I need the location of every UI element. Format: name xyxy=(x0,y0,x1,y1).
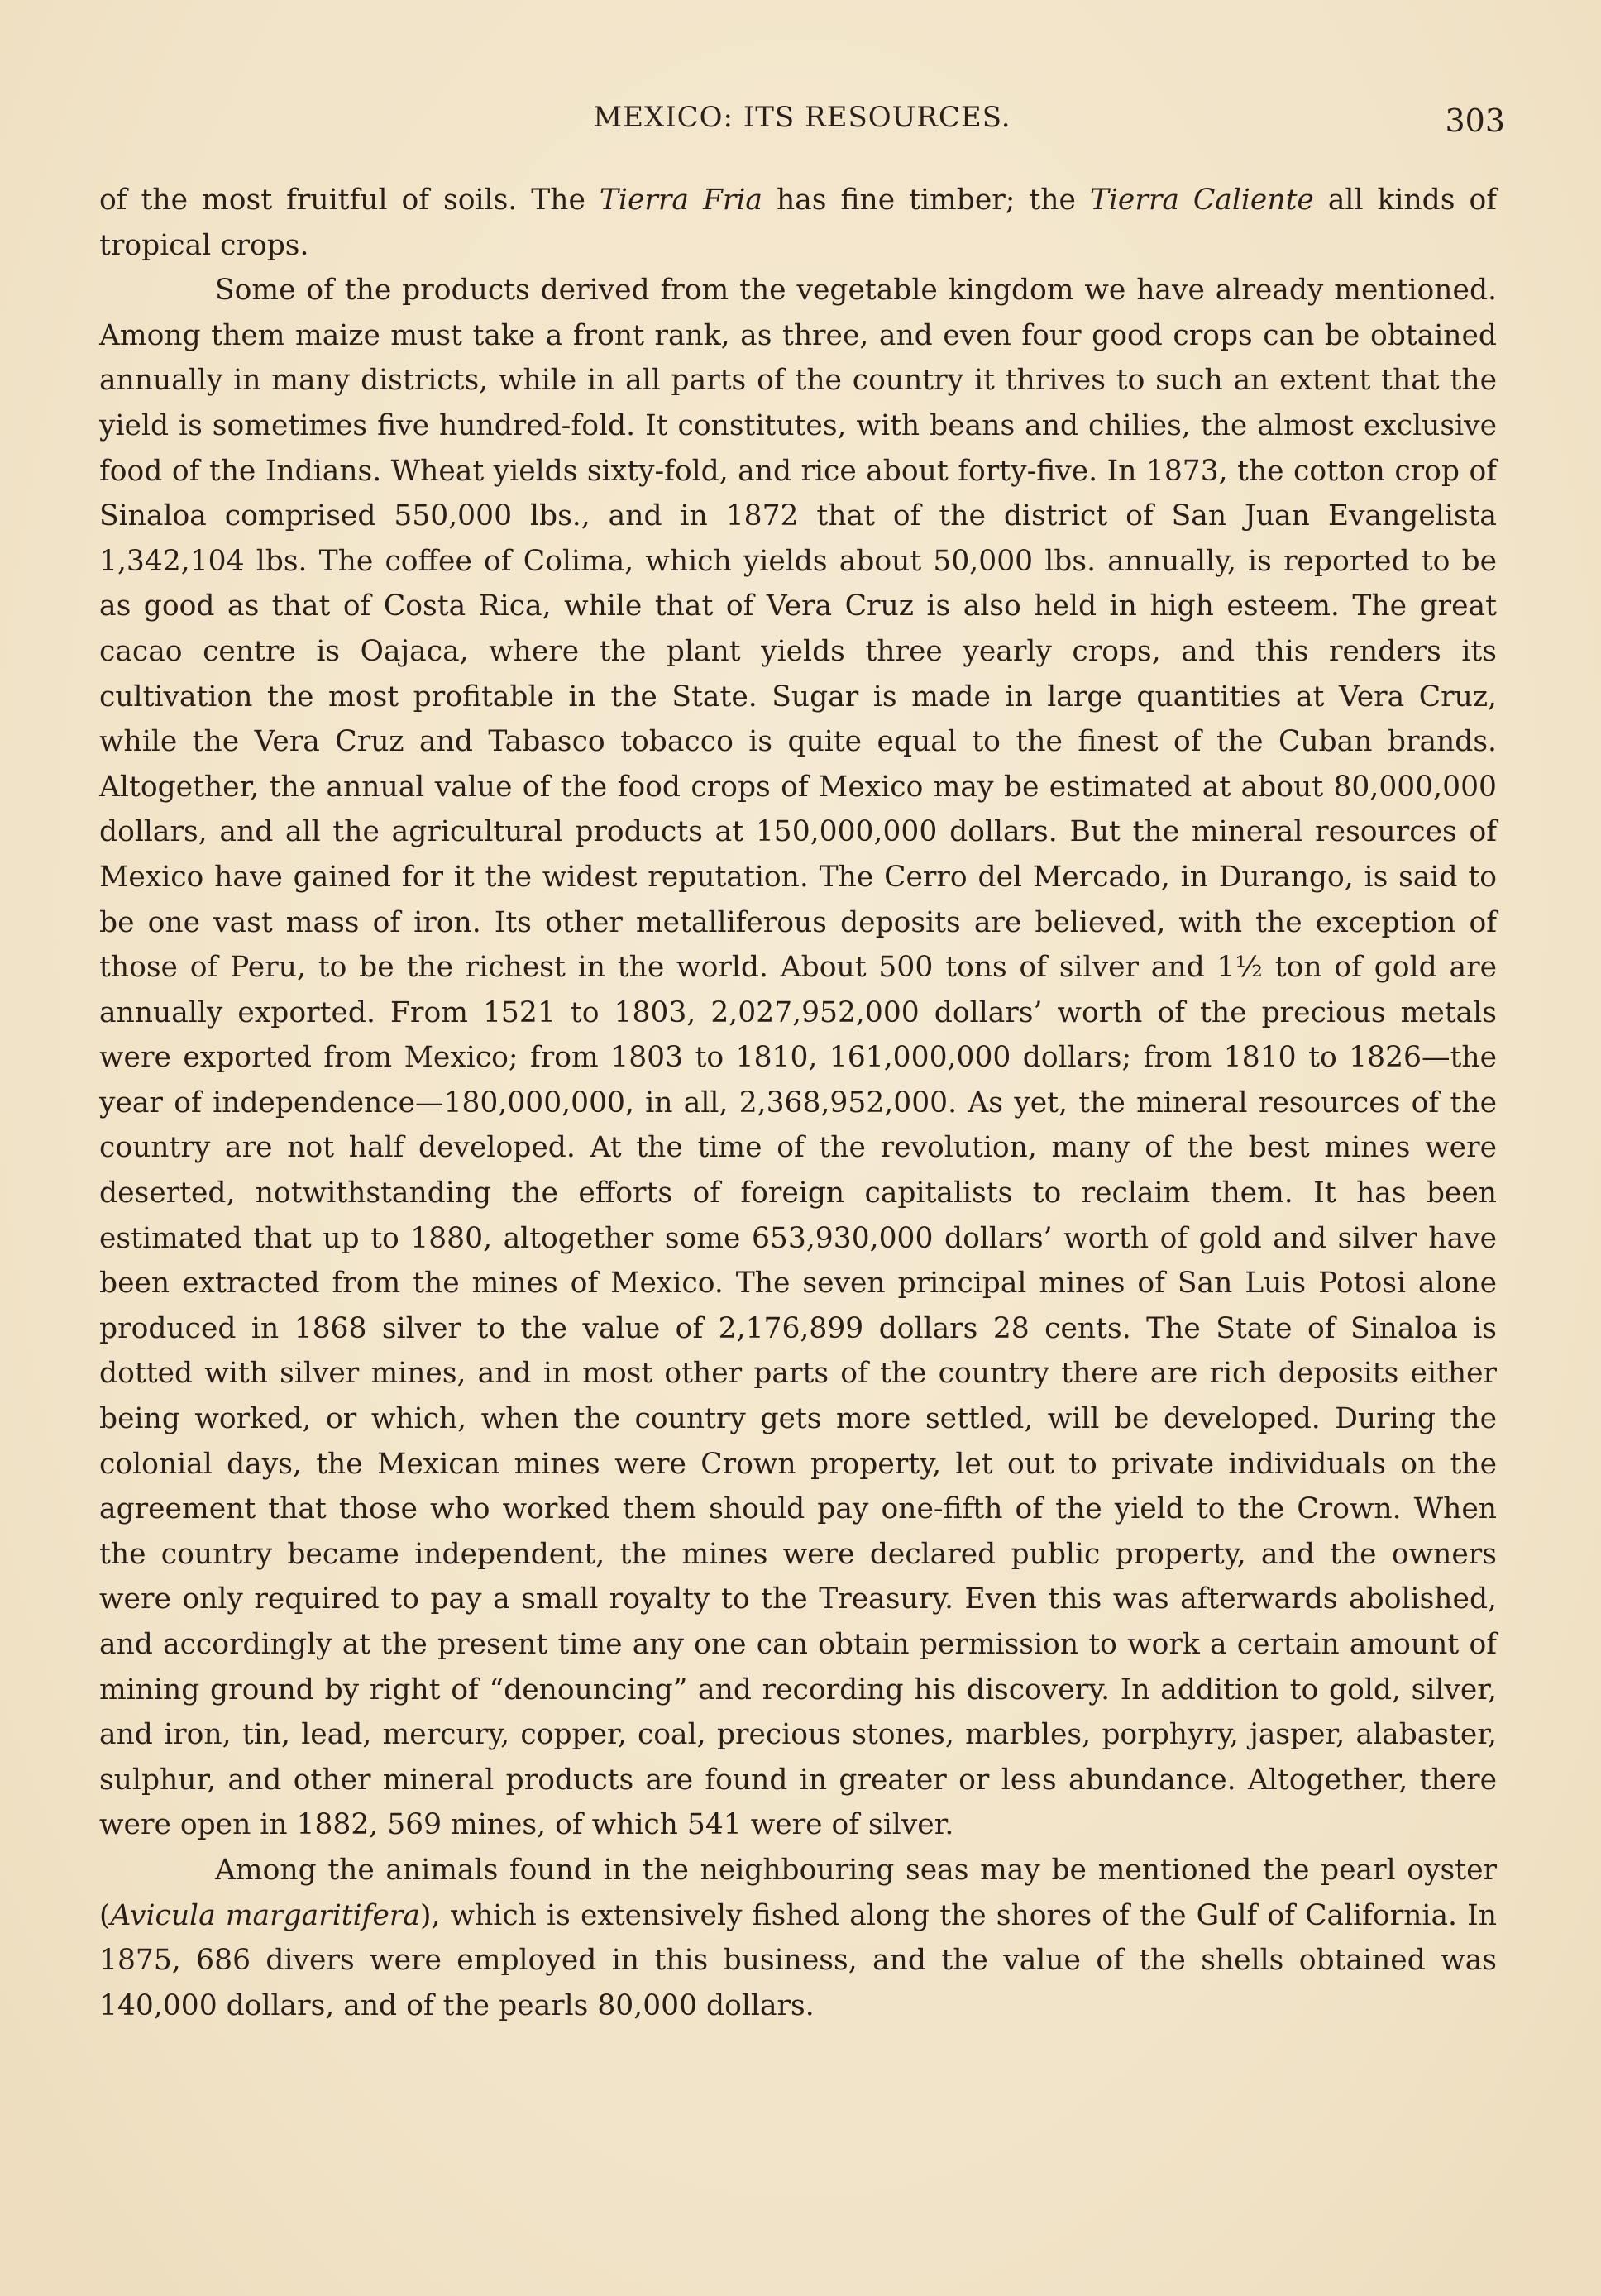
paragraph-1-text-c: all kinds of tropical crops. xyxy=(99,184,1497,262)
term-tierra-caliente: Tierra Caliente xyxy=(1089,184,1314,217)
running-head: MEXICO: ITS RESOURCES. xyxy=(593,101,1011,134)
paragraph-3-text-b: ), which is extensively fished along the shores of the Gulf of California. In 1875, 686 divers were employed in this business, and the value of the shells obtained was 140,000 dollars, and of the pearls 80,000 dollars. xyxy=(99,1898,1497,2022)
paragraph-1-text-b: has fine timber; the xyxy=(762,184,1090,217)
paragraph-1 xyxy=(99,178,1497,268)
paragraph-3-text-a: Among the animals found in the neighbouring seas may be mentioned the pearl oyster ( xyxy=(99,1853,1497,1932)
term-avicula-margaritifera: Avicula margaritifera xyxy=(110,1898,420,1932)
paragraph-3 xyxy=(99,1848,1497,2028)
page-number: 303 xyxy=(1445,103,1505,139)
page-header xyxy=(99,101,1505,150)
body-text xyxy=(99,178,1497,2028)
paragraph-1-text-a: of the most fruitful of soils. The xyxy=(99,184,600,217)
paragraph-2: Some of the products derived from the vegetable kingdom we have already mentioned. Among them maize must take a front rank, as three, and even four good crops can be obtained annually in many districts, while in all parts of the country it thrives to such an extent that the yield is sometimes five hundred-fold. It constitutes, with beans and chilies, the almost exclusive food of the Indians. Wheat yields sixty-fold, and rice about forty-five. In 1873, the cotton crop of Sinaloa comprised 550,000 lbs., and in 1872 that of the district of San Juan Evangelista 1,342,104 lbs. The coffee of Colima, which yields about 50,000 lbs. annually, is reported to be as good as that of Costa Rica, while that of Vera Cruz is also held in high esteem. The great cacao centre is Oajaca, where the plant yields three yearly crops, and this renders its cultivation the most profitable in the State. Sugar is made in large quantities at Vera Cruz, while the Vera Cruz and Tabasco tobacco is quite equal to the finest of the Cuban brands. Altogether, the annual value of the food crops of Mexico may be estimated at about 80,000,000 dollars, and all the agricultural products at 150,000,000 dollars. But the mineral resources of Mexico have gained for it the widest reputation. The Cerro del Mercado, in Durango, is said to be one vast mass of iron. Its other metalliferous deposits are believed, with the exception of those of Peru, to be the richest in the world. About 500 tons of silver and 1½ ton of gold are annually exported. From 1521 to 1803, 2,027,952,000 dollars’ worth of the precious metals were exported from Mexico; from 1803 to 1810, 161,000,000 dollars; from 1810 to 1826—the year of independence—180,000,000, in all, 2,368,952,000. As yet, the mineral resources of the country are not half developed. At the time of the revolution, many of the best mines were deserted, notwithstanding the efforts of foreign capitalists to reclaim them. It has been estimated that up to 1880, altogether some 653,930,000 dollars’ worth of gold and silver have been extracted from the mines of Mexico. The seven principal mines of San Luis Potosi alone produced in 1868 silver to the value of 2,176,899 dollars 28 cents. The State of Sinaloa is dotted with silver mines, and in most other parts of the country there are rich deposits either being worked, or which, when the country gets more settled, will be developed. During the colonial days, the Mexican mines were Crown property, let out to private individuals on the agreement that those who worked them should pay one-fifth of the yield to the Crown. When the country became independent, the mines were declared public property, and the owners were only required to pay a small royalty to the Treasury. Even this was afterwards abolished, and accordingly at the present time any one can obtain permission to work a certain amount of mining ground by right of “denouncing” and recording his discovery. In addition to gold, silver, and iron, tin, lead, mercury, copper, coal, precious stones, marbles, porphyry, jasper, alabaster, sulphur, and other mineral products are found in greater or less abundance. Altogether, there were open in 1882, 569 mines, of which 541 were of silver. xyxy=(99,274,1497,1842)
term-tierra-fria: Tierra Fria xyxy=(599,184,762,217)
